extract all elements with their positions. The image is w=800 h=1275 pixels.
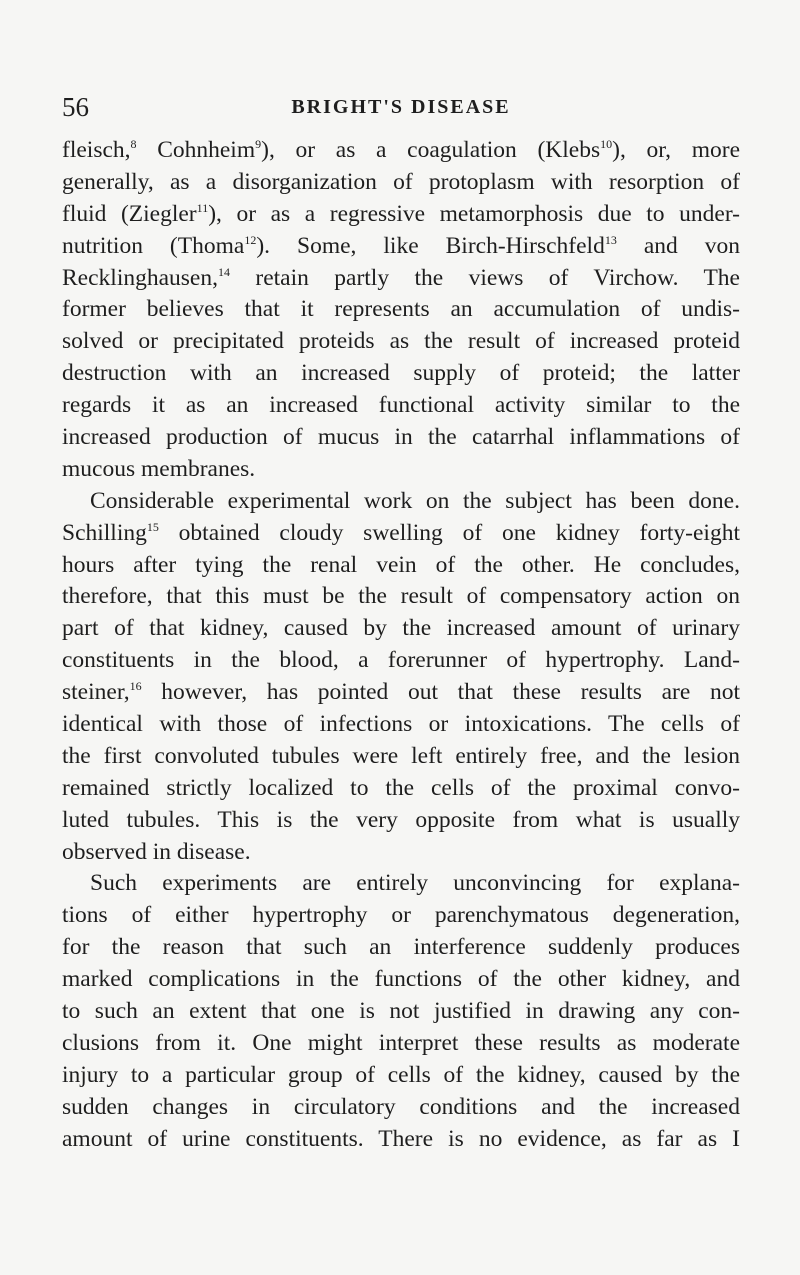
text-line <box>62 486 740 518</box>
footnote-ref: 9 <box>255 137 262 152</box>
text-segment: increased production of mucus in the catarrhal inflammations of <box>62 424 740 451</box>
text-segment: marked complications in the functions of the other kidney, and <box>62 966 740 993</box>
text-segment: steiner, <box>62 679 130 706</box>
text-line <box>62 677 740 709</box>
text-segment: fleisch, <box>62 137 131 163</box>
text-segment: hours after tying the renal vein of the other. He concludes, <box>62 551 740 578</box>
text-segment: solved or precipitated proteids as the result of increased proteid <box>62 328 740 355</box>
text-line <box>62 932 740 964</box>
footnote-ref: 12 <box>244 232 257 247</box>
text-segment: to such an extent that one is not justified in drawing any con- <box>62 998 740 1025</box>
text-line <box>62 231 740 263</box>
body-text <box>62 135 740 1156</box>
text-line <box>62 1060 740 1092</box>
text-line <box>62 518 740 550</box>
text-line <box>62 199 740 231</box>
text-segment: former believes that it represents an accumulation of undis- <box>62 296 740 323</box>
text-segment: clusions from it. One might interpret these results as moderate <box>62 1029 740 1056</box>
text-segment: observed in disease. <box>62 838 251 865</box>
text-segment: destruction with an increased supply of proteid; the latter <box>62 360 740 387</box>
text-segment: Cohnheim <box>136 137 256 163</box>
text-line <box>62 358 740 390</box>
text-segment: constituents in the blood, a forerunner of hypertrophy. Land- <box>62 647 740 674</box>
running-head: BRIGHT'S DISEASE <box>291 96 511 118</box>
text-segment: nutrition (Thoma <box>62 232 245 259</box>
text-line <box>62 613 740 645</box>
text-line <box>62 1092 740 1124</box>
text-segment: ), or, more <box>612 137 740 163</box>
text-line <box>62 709 740 741</box>
text-segment: and von <box>616 232 740 259</box>
text-segment: injury to a particular group of cells of the kidney, caused by the <box>62 1061 740 1088</box>
text-segment: the first convoluted tubules were left entirely free, and the lesion <box>62 742 740 769</box>
text-segment: luted tubules. This is the very opposite from what is usually <box>62 806 740 833</box>
text-line <box>62 773 740 805</box>
footnote-ref: 10 <box>600 137 613 152</box>
text-segment: generally, as a disorganization of protoplasm with resorption of <box>62 168 740 195</box>
text-segment: identical with those of infections or intoxications. The cells of <box>62 711 740 738</box>
text-line <box>62 581 740 613</box>
text-line <box>62 422 740 454</box>
text-line <box>62 996 740 1028</box>
footnote-ref: 15 <box>146 519 159 534</box>
text-line <box>62 167 740 199</box>
text-segment: for the reason that such an interference suddenly produces <box>62 934 740 961</box>
text-line <box>62 135 740 167</box>
text-line <box>62 326 740 358</box>
text-segment: ), or as a regressive metamorphosis due to under- <box>208 200 740 227</box>
footnote-ref: 14 <box>217 264 230 279</box>
text-segment: obtained cloudy swelling of one kidney forty-eight <box>158 519 740 546</box>
text-segment: remained strictly localized to the cells of the proximal convo- <box>62 774 740 801</box>
text-segment: Schilling <box>62 519 147 546</box>
text-line <box>62 390 740 422</box>
footnote-ref: 8 <box>130 137 137 152</box>
text-line <box>62 964 740 996</box>
text-segment: mucous membranes. <box>62 455 256 482</box>
text-line <box>62 1124 740 1156</box>
text-segment: Recklinghausen, <box>62 264 218 291</box>
text-segment: Considerable experimental work on the subject has been done. <box>90 487 740 514</box>
text-segment: ). Some, like Birch-Hirschfeld <box>256 232 605 259</box>
text-line <box>62 741 740 773</box>
page-number: 56 <box>62 92 89 122</box>
text-line <box>62 868 740 900</box>
text-line <box>62 454 740 486</box>
text-segment: sudden changes in circulatory conditions and the increased <box>62 1093 740 1120</box>
text-segment: ), or as a coagulation (Klebs <box>261 137 601 163</box>
text-line <box>62 294 740 326</box>
text-segment: regards it as an increased functional activity similar to the <box>62 392 740 419</box>
text-line <box>62 550 740 582</box>
footnote-ref: 13 <box>604 232 617 247</box>
text-segment: therefore, that this must be the result of compensatory action on <box>62 583 740 610</box>
text-line <box>62 1028 740 1060</box>
text-line <box>62 900 740 932</box>
text-line <box>62 805 740 837</box>
text-segment: tions of either hypertrophy or parenchymatous degeneration, <box>62 902 740 929</box>
text-segment: Such experiments are entirely unconvincing for explana- <box>90 870 740 897</box>
footnote-ref: 16 <box>129 679 142 694</box>
footnote-ref: 11 <box>196 200 209 215</box>
text-line <box>62 837 740 869</box>
page-header <box>62 92 740 122</box>
text-line <box>62 645 740 677</box>
text-segment: part of that kidney, caused by the increased amount of urinary <box>62 615 740 642</box>
text-line <box>62 263 740 295</box>
text-segment: retain partly the views of Virchow. The <box>229 264 740 291</box>
text-segment: however, has pointed out that these results are not <box>141 679 740 706</box>
text-segment: amount of urine constituents. There is no evidence, as far as I <box>62 1125 740 1152</box>
text-segment: fluid (Ziegler <box>62 200 197 227</box>
